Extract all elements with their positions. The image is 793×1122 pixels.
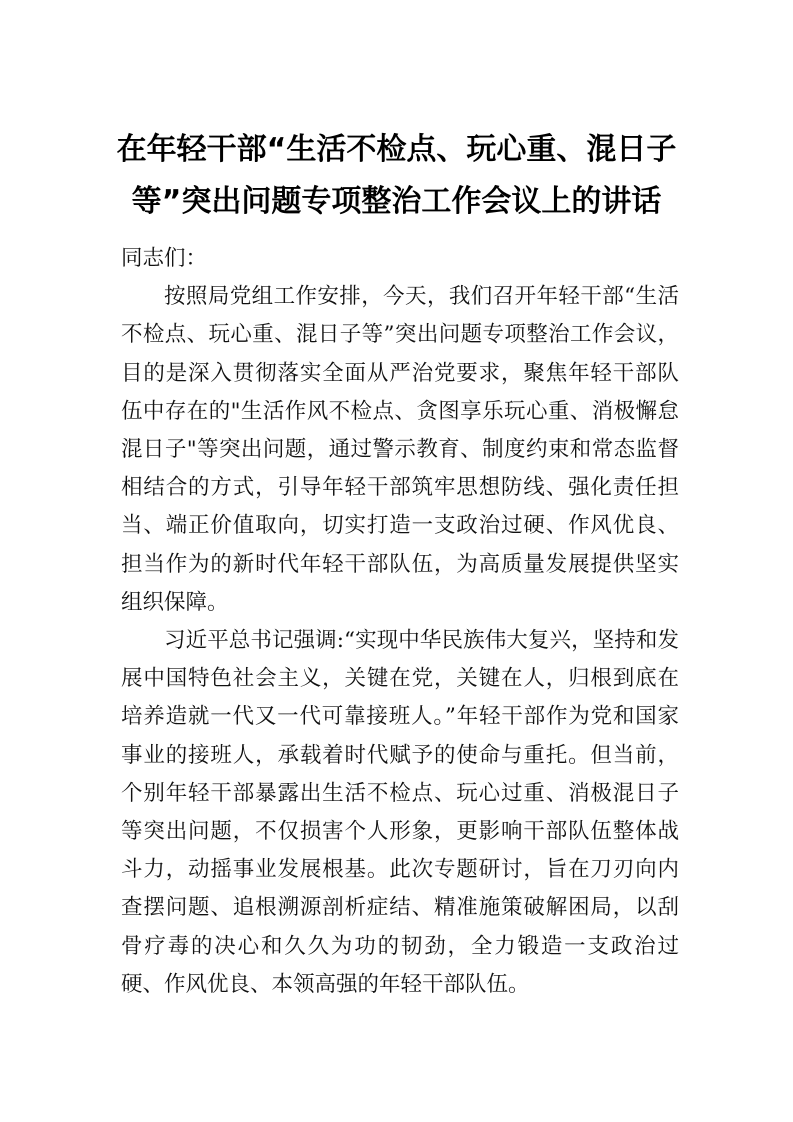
paragraph-2: 习近平总书记强调:“实现中华民族伟大复兴，坚持和发展中国特色社会主义，关键在党，关键在人，归根到底在培养造就一代又一代可靠接班人。”年轻干部作为党和国家事业的接班人，承载着时代赋予的使命与重托。但当前，个别年轻干部暴露出生活不检点、玩心过重、消极混日子等突出问题，不仅损害个人形象，更影响干部队伍整体战斗力，动摇事业发展根基。此次专题研讨，旨在刀刃向内查摆问题、追根溯源剖析症结、精准施策破解困局，以刮骨疗毒的决心和久久为功的韧劲，全力锻造一支政治过硬、作风优良、本领高强的年轻干部队伍。 <box>121 628 679 997</box>
greeting: 同志们： <box>121 246 208 271</box>
paragraph-1: 按照局党组工作安排，今天，我们召开年轻干部“生活不检点、玩心重、混日子等”突出问题专项整治工作会议，目的是深入贯彻落实全面从严治党要求，聚焦年轻干部队伍中存在的"生活作风不检点、贪图享乐玩心重、消极懈怠混日子"等突出问题，通过警示教育、制度约束和常态监督相结合的方式，引导年轻干部筑牢思想防线、强化责任担当、端正价值取向，切实打造一支政治过硬、作风优良、担当作为的新时代年轻干部队伍，为高质量发展提供坚实组织保障。 <box>121 284 679 615</box>
speech-body <box>121 240 679 1004</box>
page-title: 在年轻干部“生活不检点、玩心重、混日子等”突出问题专项整治工作会议上的讲话 <box>116 132 677 219</box>
